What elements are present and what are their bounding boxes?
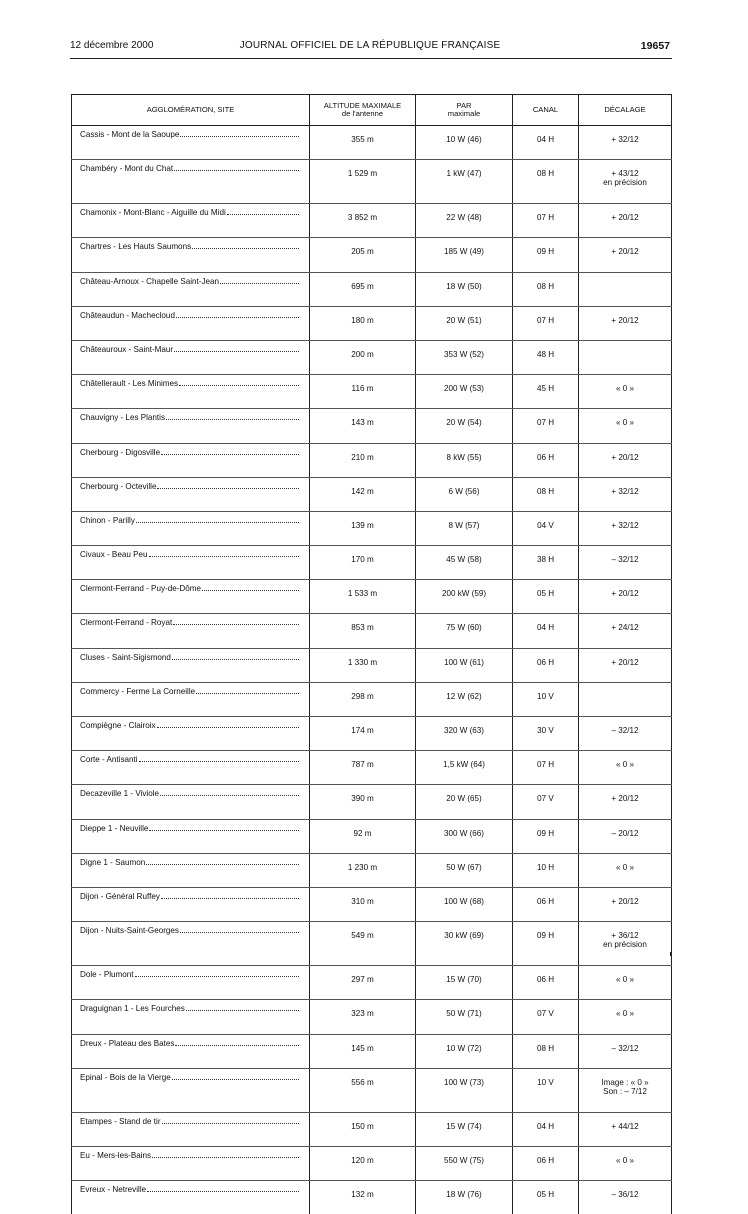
leader-dots xyxy=(176,311,299,318)
par-cell: 1 kW (47) xyxy=(416,160,513,204)
table-row xyxy=(72,717,672,751)
column-header-canal: CANAL xyxy=(513,95,579,126)
canal-cell: 06 H xyxy=(513,443,579,477)
par-cell: 200 kW (59) xyxy=(416,580,513,614)
altitude-cell: 150 m xyxy=(310,1112,416,1146)
altitude-cell: 549 m xyxy=(310,922,416,966)
table-row xyxy=(72,1146,672,1180)
page-header xyxy=(70,40,670,54)
altitude-cell: 298 m xyxy=(310,682,416,716)
decalage-cell: + 20/12 xyxy=(579,887,672,921)
decalage-cell: + 36/12 en précision xyxy=(579,922,672,966)
decalage-cell: + 20/12 xyxy=(579,580,672,614)
canal-cell: 08 H xyxy=(513,160,579,204)
site-name: Dijon - Nuits-Saint-Georges xyxy=(80,926,179,936)
site-cell xyxy=(72,546,310,580)
canal-cell: 08 H xyxy=(513,1034,579,1068)
leader-dots xyxy=(202,584,299,591)
leader-dots xyxy=(220,277,299,284)
table-row xyxy=(72,546,672,580)
leader-dots xyxy=(162,1117,299,1124)
altitude-cell: 200 m xyxy=(310,340,416,374)
decalage-cell: + 20/12 xyxy=(579,238,672,272)
leader-dots xyxy=(149,550,300,557)
altitude-cell: 853 m xyxy=(310,614,416,648)
decalage-cell: + 20/12 xyxy=(579,648,672,682)
table-row xyxy=(72,375,672,409)
canal-cell: 30 V xyxy=(513,717,579,751)
altitude-cell: 174 m xyxy=(310,717,416,751)
altitude-cell: 139 m xyxy=(310,511,416,545)
leader-dots xyxy=(175,1039,299,1046)
leader-dots xyxy=(186,1004,299,1011)
par-cell: 320 W (63) xyxy=(416,717,513,751)
table-row xyxy=(72,443,672,477)
canal-cell: 09 H xyxy=(513,238,579,272)
decalage-cell: « 0 » xyxy=(579,375,672,409)
par-cell: 12 W (62) xyxy=(416,682,513,716)
par-cell: 30 kW (69) xyxy=(416,922,513,966)
site-cell xyxy=(72,1146,310,1180)
site-name: Evreux - Netreville xyxy=(80,1185,147,1195)
leader-dots xyxy=(157,721,299,728)
decalage-cell: + 24/12 xyxy=(579,614,672,648)
site-cell xyxy=(72,375,310,409)
table-row xyxy=(72,648,672,682)
leader-dots xyxy=(196,687,299,694)
par-cell: 15 W (70) xyxy=(416,966,513,1000)
leader-dots xyxy=(192,242,299,249)
decalage-cell: Image : « 0 » Son : – 7/12 xyxy=(579,1068,672,1112)
table-row xyxy=(72,785,672,819)
altitude-cell: 205 m xyxy=(310,238,416,272)
canal-cell: 45 H xyxy=(513,375,579,409)
par-cell: 8 kW (55) xyxy=(416,443,513,477)
altitude-cell: 1 529 m xyxy=(310,160,416,204)
leader-dots xyxy=(174,164,299,171)
altitude-cell: 143 m xyxy=(310,409,416,443)
site-name: Cassis - Mont de la Saoupe xyxy=(80,130,180,139)
canal-cell: 05 H xyxy=(513,580,579,614)
site-name: Château-Arnoux - Chapelle Saint-Jean xyxy=(80,276,220,286)
altitude-cell: 1 533 m xyxy=(310,580,416,614)
altitude-cell: 297 m xyxy=(310,966,416,1000)
decalage-cell: « 0 » xyxy=(579,409,672,443)
leader-dots xyxy=(172,653,299,660)
par-cell: 50 W (67) xyxy=(416,853,513,887)
par-cell: 100 W (73) xyxy=(416,1068,513,1112)
site-cell xyxy=(72,443,310,477)
decalage-cell: – 32/12 xyxy=(579,717,672,751)
leader-dots xyxy=(135,970,299,977)
canal-cell: 08 H xyxy=(513,477,579,511)
leader-dots xyxy=(161,892,299,899)
par-cell: 50 W (71) xyxy=(416,1000,513,1034)
site-cell xyxy=(72,614,310,648)
leader-dots xyxy=(174,345,299,352)
site-name: Chartres - Les Hauts Saumons xyxy=(80,242,192,252)
table-row xyxy=(72,887,672,921)
site-name: Châteauroux - Saint-Maur xyxy=(80,344,174,354)
site-cell xyxy=(72,272,310,306)
canal-cell: 10 H xyxy=(513,853,579,887)
site-name: Cherbourg - Octeville xyxy=(80,481,157,491)
decalage-cell: + 44/12 xyxy=(579,1112,672,1146)
canal-cell: 38 H xyxy=(513,546,579,580)
site-name: Compiègne - Clairoix xyxy=(80,721,156,730)
par-cell: 100 W (68) xyxy=(416,887,513,921)
decalage-cell: + 32/12 xyxy=(579,511,672,545)
canal-cell: 08 H xyxy=(513,272,579,306)
leader-dots xyxy=(161,448,299,455)
table-row xyxy=(72,204,672,238)
site-name: Cluses - Saint-Sigismond xyxy=(80,652,171,662)
altitude-cell: 310 m xyxy=(310,887,416,921)
leader-dots xyxy=(149,824,299,831)
altitude-cell: 180 m xyxy=(310,306,416,340)
leader-dots xyxy=(227,208,299,215)
header-rule xyxy=(70,58,672,59)
decalage-cell: – 20/12 xyxy=(579,819,672,853)
site-name: Epinal - Bois de la Vierge xyxy=(80,1072,171,1082)
altitude-cell: 92 m xyxy=(310,819,416,853)
table-continuation xyxy=(71,952,673,956)
site-name: Dole - Plumont xyxy=(80,970,134,980)
decalage-cell: + 20/12 xyxy=(579,306,672,340)
site-cell xyxy=(72,204,310,238)
site-name: Chamonix - Mont-Blanc - Aiguille du Midi xyxy=(80,208,226,218)
table-row xyxy=(72,340,672,374)
site-name: Decazeville 1 - Viviole xyxy=(80,789,160,799)
decalage-cell: + 43/12 en précision xyxy=(579,160,672,204)
par-cell: 185 W (49) xyxy=(416,238,513,272)
site-cell xyxy=(72,1000,310,1034)
canal-cell: 05 H xyxy=(513,1181,579,1214)
par-cell: 353 W (52) xyxy=(416,340,513,374)
site-name: Dreux - Plateau des Bates xyxy=(80,1038,175,1048)
table-row xyxy=(72,614,672,648)
table-row xyxy=(72,1034,672,1068)
site-name: Digne 1 - Saumon xyxy=(80,857,146,867)
table-row xyxy=(72,477,672,511)
canal-cell: 10 V xyxy=(513,682,579,716)
altitude-cell: 355 m xyxy=(310,126,416,160)
leader-dots xyxy=(136,516,299,523)
altitude-cell: 556 m xyxy=(310,1068,416,1112)
decalage-cell: + 20/12 xyxy=(579,204,672,238)
altitude-cell: 787 m xyxy=(310,751,416,785)
par-cell: 550 W (75) xyxy=(416,1146,513,1180)
site-cell xyxy=(72,853,310,887)
decalage-cell xyxy=(579,272,672,306)
site-cell xyxy=(72,819,310,853)
table-row xyxy=(72,922,672,966)
par-cell: 18 W (50) xyxy=(416,272,513,306)
par-cell: 6 W (56) xyxy=(416,477,513,511)
par-cell: 45 W (58) xyxy=(416,546,513,580)
altitude-cell: 116 m xyxy=(310,375,416,409)
canal-cell: 04 V xyxy=(513,511,579,545)
leader-dots xyxy=(147,1185,299,1192)
site-cell xyxy=(72,1034,310,1068)
site-cell xyxy=(72,1068,310,1112)
altitude-cell: 120 m xyxy=(310,1146,416,1180)
decalage-cell xyxy=(579,682,672,716)
leader-dots xyxy=(173,618,299,625)
leader-dots xyxy=(139,755,299,762)
table-row xyxy=(72,682,672,716)
canal-cell: 07 H xyxy=(513,751,579,785)
site-name: Cherbourg - Digosville xyxy=(80,447,161,457)
altitude-cell: 390 m xyxy=(310,785,416,819)
site-name: Civaux - Beau Peu xyxy=(80,550,148,560)
leader-dots xyxy=(180,130,299,137)
site-name: Corte - Antisanti xyxy=(80,755,138,765)
leader-dots xyxy=(160,789,299,796)
table-row xyxy=(72,1112,672,1146)
par-cell: 20 W (51) xyxy=(416,306,513,340)
site-cell xyxy=(72,751,310,785)
canal-cell: 09 H xyxy=(513,922,579,966)
decalage-cell: « 0 » xyxy=(579,751,672,785)
table-row xyxy=(72,819,672,853)
site-cell xyxy=(72,511,310,545)
decalage-cell: – 32/12 xyxy=(579,546,672,580)
table-row xyxy=(72,1068,672,1112)
canal-cell: 07 H xyxy=(513,204,579,238)
leader-dots xyxy=(179,379,299,386)
table-row xyxy=(72,511,672,545)
table-row xyxy=(72,126,672,160)
altitude-cell: 695 m xyxy=(310,272,416,306)
canal-cell: 07 H xyxy=(513,409,579,443)
par-cell: 10 W (46) xyxy=(416,126,513,160)
site-cell xyxy=(72,887,310,921)
journal-title: JOURNAL OFFICIEL DE LA RÉPUBLIQUE FRANÇAISE xyxy=(239,40,501,51)
leader-dots xyxy=(180,926,299,933)
site-name: Draguignan 1 - Les Fourches xyxy=(80,1004,185,1014)
site-cell xyxy=(72,306,310,340)
canal-cell: 10 V xyxy=(513,1068,579,1112)
canal-cell: 04 H xyxy=(513,1112,579,1146)
altitude-cell: 145 m xyxy=(310,1034,416,1068)
decalage-cell: « 0 » xyxy=(579,1146,672,1180)
table-row xyxy=(72,580,672,614)
site-name: Chambéry - Mont du Chat xyxy=(80,164,174,174)
site-cell xyxy=(72,340,310,374)
site-cell xyxy=(72,717,310,751)
site-cell xyxy=(72,1112,310,1146)
altitude-cell: 142 m xyxy=(310,477,416,511)
canal-cell: 06 H xyxy=(513,648,579,682)
decalage-cell: – 36/12 xyxy=(579,1181,672,1214)
leader-dots xyxy=(157,482,299,489)
altitude-cell: 3 852 m xyxy=(310,204,416,238)
site-cell xyxy=(72,477,310,511)
canal-cell: 06 H xyxy=(513,887,579,921)
altitude-cell: 323 m xyxy=(310,1000,416,1034)
par-cell: 20 W (65) xyxy=(416,785,513,819)
decalage-cell xyxy=(579,340,672,374)
decalage-cell: + 32/12 xyxy=(579,126,672,160)
site-cell xyxy=(72,1181,310,1214)
site-name: Dijon - Général Ruffey xyxy=(80,891,160,901)
decalage-cell: « 0 » xyxy=(579,1000,672,1034)
decalage-cell: + 20/12 xyxy=(579,443,672,477)
par-cell: 300 W (66) xyxy=(416,819,513,853)
table-row xyxy=(72,409,672,443)
leader-dots xyxy=(172,1073,299,1080)
continuation-lines xyxy=(71,952,673,956)
altitude-cell: 132 m xyxy=(310,1181,416,1214)
site-name: Clermont-Ferrand - Royat xyxy=(80,618,173,628)
canal-cell: 07 V xyxy=(513,1000,579,1034)
par-cell: 22 W (48) xyxy=(416,204,513,238)
canal-cell: 48 H xyxy=(513,340,579,374)
canal-cell: 04 H xyxy=(513,126,579,160)
par-cell: 100 W (61) xyxy=(416,648,513,682)
site-cell xyxy=(72,160,310,204)
site-cell xyxy=(72,682,310,716)
page-number: 19657 xyxy=(640,40,670,52)
altitude-cell: 1 230 m xyxy=(310,853,416,887)
canal-cell: 06 H xyxy=(513,966,579,1000)
site-name: Dieppe 1 - Neuville xyxy=(80,823,149,833)
table-row xyxy=(72,160,672,204)
table-row xyxy=(72,751,672,785)
leader-dots xyxy=(166,413,299,420)
altitude-cell: 170 m xyxy=(310,546,416,580)
altitude-cell: 210 m xyxy=(310,443,416,477)
par-cell: 75 W (60) xyxy=(416,614,513,648)
canal-cell: 09 H xyxy=(513,819,579,853)
decalage-cell: + 32/12 xyxy=(579,477,672,511)
par-cell: 10 W (72) xyxy=(416,1034,513,1068)
table-header-row xyxy=(72,95,672,126)
site-name: Etampes - Stand de tir xyxy=(80,1116,161,1126)
canal-cell: 07 V xyxy=(513,785,579,819)
column-header-site: AGGLOMÉRATION, SITE xyxy=(72,95,310,126)
decalage-cell: + 20/12 xyxy=(579,785,672,819)
canal-cell: 07 H xyxy=(513,306,579,340)
site-cell xyxy=(72,785,310,819)
table-row xyxy=(72,306,672,340)
altitude-cell: 1 330 m xyxy=(310,648,416,682)
par-cell: 20 W (54) xyxy=(416,409,513,443)
column-header-par: PAR maximale xyxy=(416,95,513,126)
par-cell: 18 W (76) xyxy=(416,1181,513,1214)
site-cell xyxy=(72,580,310,614)
site-cell xyxy=(72,409,310,443)
par-cell: 1,5 kW (64) xyxy=(416,751,513,785)
canal-cell: 06 H xyxy=(513,1146,579,1180)
table-row xyxy=(72,853,672,887)
decalage-cell: « 0 » xyxy=(579,853,672,887)
table-row xyxy=(72,966,672,1000)
site-name: Châteaudun - Machecloud xyxy=(80,310,175,320)
table-row xyxy=(72,1000,672,1034)
canal-cell: 04 H xyxy=(513,614,579,648)
site-name: Clermont-Ferrand - Puy-de-Dôme xyxy=(80,584,201,594)
par-cell: 15 W (74) xyxy=(416,1112,513,1146)
site-cell xyxy=(72,126,310,160)
leader-dots xyxy=(146,858,299,865)
table-row xyxy=(72,272,672,306)
site-name: Eu - Mers-les-Bains xyxy=(80,1150,152,1160)
site-name: Chauvigny - Les Plantis xyxy=(80,413,166,423)
site-cell xyxy=(72,648,310,682)
frequency-table xyxy=(71,94,672,1214)
site-cell xyxy=(72,966,310,1000)
column-header-altitude: ALTITUDE MAXIMALE de l'antenne xyxy=(310,95,416,126)
table-row xyxy=(72,1181,672,1214)
decalage-cell: « 0 » xyxy=(579,966,672,1000)
par-cell: 200 W (53) xyxy=(416,375,513,409)
site-name: Châtellerault - Les Minimes xyxy=(80,379,179,389)
site-cell xyxy=(72,922,310,966)
site-name: Commercy - Ferme La Corneille xyxy=(80,686,196,696)
par-cell: 8 W (57) xyxy=(416,511,513,545)
table-row xyxy=(72,238,672,272)
column-header-decalage: DÉCALAGE xyxy=(579,95,672,126)
site-name: Chinon - Parilly xyxy=(80,515,135,525)
issue-date: 12 décembre 2000 xyxy=(70,40,154,51)
decalage-cell: – 32/12 xyxy=(579,1034,672,1068)
site-cell xyxy=(72,238,310,272)
leader-dots xyxy=(152,1151,299,1158)
